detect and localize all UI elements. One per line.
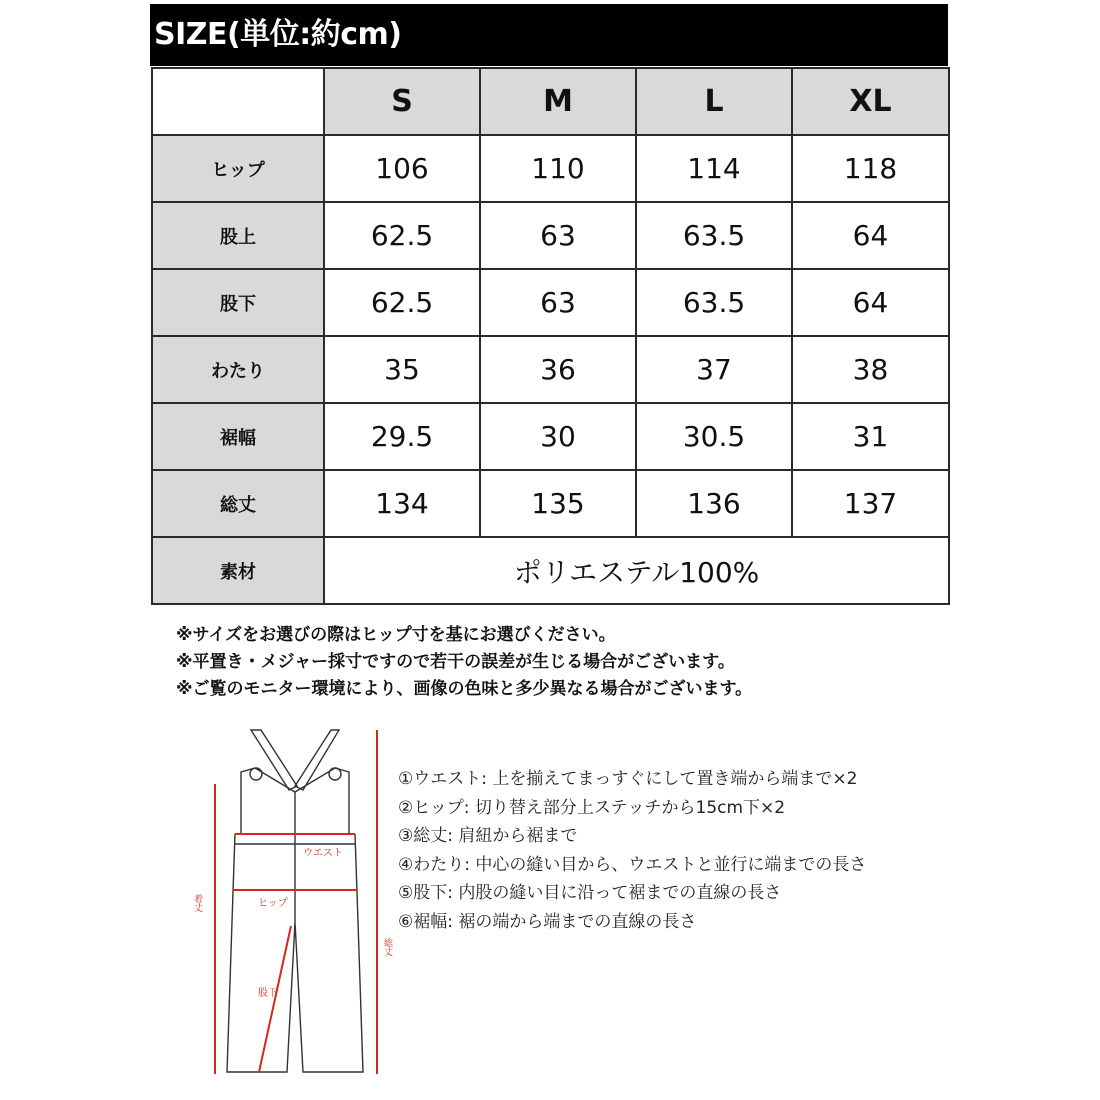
table-row — [152, 135, 949, 202]
measurement-guide — [398, 765, 958, 936]
table-cell: 63.5 — [636, 202, 792, 269]
table-row — [152, 269, 949, 336]
note-line: ※サイズをお選びの際はヒップ寸を基にお選びください。 — [176, 625, 616, 645]
material-value: ポリエステル100% — [324, 537, 949, 604]
right-length-label: 総丈 — [382, 938, 392, 956]
overall-diagram — [185, 722, 400, 1082]
column-header-l: L — [636, 68, 792, 135]
column-header-s: S — [324, 68, 480, 135]
table-cell: 137 — [792, 470, 949, 537]
table-cell: 118 — [792, 135, 949, 202]
size-title: SIZE(単位:約cm) — [150, 4, 948, 66]
inseam-label: 股下 — [258, 988, 278, 999]
table-cell: 63 — [480, 269, 636, 336]
right-strap — [295, 730, 339, 790]
table-row — [152, 403, 949, 470]
table-row — [152, 470, 949, 537]
table-cell: 36 — [480, 336, 636, 403]
table-row — [152, 202, 949, 269]
row-label-total-length: 総丈 — [152, 470, 324, 537]
row-label-material: 素材 — [152, 537, 324, 604]
column-header-m: M — [480, 68, 636, 135]
left-strap — [251, 730, 297, 790]
table-cell: 134 — [324, 470, 480, 537]
measurement-item: ②ヒップ: 切り替え部分上ステッチから15cm下×2 — [398, 797, 786, 818]
table-cell: 30.5 — [636, 403, 792, 470]
table-cell: 30 — [480, 403, 636, 470]
table-cell: 62.5 — [324, 269, 480, 336]
column-header-xl: XL — [792, 68, 949, 135]
table-cell: 29.5 — [324, 403, 480, 470]
measurement-item: ⑤股下: 内股の縫い目に沿って裾までの直線の長さ — [398, 883, 782, 903]
table-cell: 64 — [792, 269, 949, 336]
header-row — [152, 68, 949, 135]
row-label-thigh: わたり — [152, 336, 324, 403]
table-cell: 64 — [792, 202, 949, 269]
size-table — [151, 67, 950, 605]
table-cell: 31 — [792, 403, 949, 470]
table-cell: 37 — [636, 336, 792, 403]
note-line: ※平置き・メジャー採寸ですので若干の誤差が生じる場合がございます。 — [176, 652, 735, 672]
measurement-item: ⑥裾幅: 裾の端から端までの直線の長さ — [398, 911, 697, 932]
table-cell: 62.5 — [324, 202, 480, 269]
left-length-label: 着丈 — [192, 894, 202, 912]
waist-label: ウエスト — [303, 848, 343, 859]
row-label-inseam: 股下 — [152, 269, 324, 336]
table-row — [152, 336, 949, 403]
table-cell: 63 — [480, 202, 636, 269]
measurement-item: ④わたり: 中心の縫い目から、ウエストと並行に端までの長さ — [398, 854, 867, 875]
table-cell: 63.5 — [636, 269, 792, 336]
table-cell: 114 — [636, 135, 792, 202]
row-label-hip: ヒップ — [152, 135, 324, 202]
table-cell: 136 — [636, 470, 792, 537]
table-cell: 38 — [792, 336, 949, 403]
measurement-item: ①ウエスト: 上を揃えてまっすぐにして置き端から端まで×2 — [398, 769, 858, 789]
left-buckle — [250, 768, 262, 780]
measurement-item: ③総丈: 肩紐から裾まで — [398, 826, 578, 846]
notes — [176, 622, 936, 703]
row-label-hem-width: 裾幅 — [152, 403, 324, 470]
table-cell: 110 — [480, 135, 636, 202]
material-row — [152, 537, 949, 604]
table-cell: 35 — [324, 336, 480, 403]
note-line: ※ご覧のモニター環境により、画像の色味と多少異なる場合がございます。 — [176, 679, 753, 699]
table-corner — [152, 68, 324, 135]
table-cell: 135 — [480, 470, 636, 537]
table-cell: 106 — [324, 135, 480, 202]
row-label-rise: 股上 — [152, 202, 324, 269]
hip-label: ヒップ — [258, 898, 288, 909]
inseam-line — [259, 926, 291, 1072]
